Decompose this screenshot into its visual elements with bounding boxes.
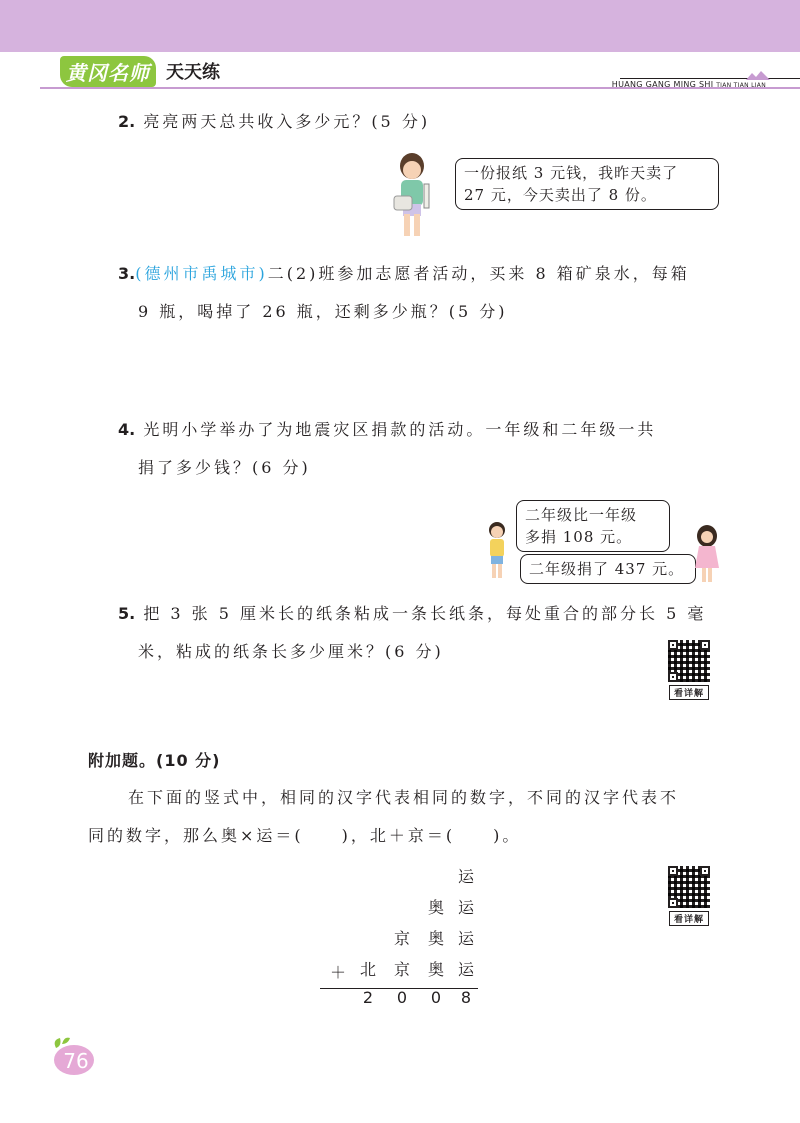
bubble-line: 一份报纸 3 元钱，我昨天卖了 [464, 164, 679, 182]
brand-subtitle: 天天练 [166, 62, 220, 83]
result-digit: 0 [430, 988, 442, 1007]
addend-digit: 奥 [427, 898, 444, 917]
question-text-line2: 米，粘成的纸条长多少厘米？(6 分) [138, 642, 444, 661]
speech-bubble-q4-boy [516, 500, 670, 552]
question-number: 4. [118, 420, 136, 439]
question-text-line2: 9 瓶，喝掉了 26 瓶，还剩多少瓶？(5 分) [138, 302, 508, 321]
question-text: 二(2)班参加志愿者活动，买来 8 箱矿泉水，每箱 [267, 264, 690, 283]
bubble-line: 27 元，今天卖出了 8 份。 [464, 186, 657, 204]
header-band [0, 0, 800, 52]
question-5 [118, 602, 706, 626]
addend-digit: 北 [359, 960, 376, 979]
mountain-decoration-icon [746, 70, 770, 80]
pinyin-text: HUANG GANG MING SHI [611, 80, 714, 89]
pinyin-small-text: TIAN TIAN LIAN [716, 82, 766, 89]
question-number: 3. [118, 264, 136, 283]
boy-illustration [382, 148, 454, 244]
question-number: 5. [118, 604, 136, 623]
boy-small-illustration [482, 520, 512, 580]
speech-bubble-q2 [455, 158, 719, 210]
girl-illustration [692, 524, 722, 584]
bonus-text-line1: 在下面的竖式中，相同的汉字代表相同的数字，不同的汉字代表不 [128, 788, 680, 807]
qr-code-bonus[interactable] [668, 866, 710, 926]
question-text-line2: 捐了多少钱？(6 分) [138, 458, 311, 477]
brand [60, 56, 220, 86]
bonus-title: 附加题。(10 分) [88, 751, 221, 770]
plus-operator: ＋ [329, 963, 346, 982]
header-divider-thin [620, 78, 800, 79]
question-4 [118, 418, 656, 442]
addend-digit: 奥 [427, 960, 444, 979]
bubble-line: 二年级比一年级 [525, 506, 638, 524]
header-pinyin [612, 80, 766, 89]
qr-code-icon[interactable] [668, 866, 710, 908]
qr-code-icon[interactable] [668, 640, 710, 682]
result-digit: 2 [362, 988, 374, 1007]
bonus-text-line2: 同的数字，那么奥×运＝( )，北＋京＝( )。 [88, 826, 522, 845]
qr-code-q5[interactable] [668, 640, 710, 700]
addend-digit: 奥 [427, 929, 444, 948]
question-text: 亮亮两天总共收入多少元？(5 分) [143, 112, 431, 131]
question-3 [118, 262, 690, 286]
addend-digit: 运 [457, 929, 474, 948]
qr-label: 看详解 [669, 685, 709, 700]
question-text: 把 3 张 5 厘米长的纸条粘成一条长纸条，每处重合的部分长 5 毫 [143, 604, 707, 623]
addend-digit: 京 [393, 929, 410, 948]
question-number: 2. [118, 112, 136, 131]
addend-digit: 京 [393, 960, 410, 979]
qr-label: 看详解 [669, 911, 709, 926]
page-number: 76 [63, 1049, 89, 1073]
addend-digit: 运 [457, 898, 474, 917]
addend-digit: 运 [457, 867, 474, 886]
question-text: 光明小学举办了为地震灾区捐款的活动。一年级和二年级一共 [143, 420, 657, 439]
source-tag: (德州市禹城市) [135, 264, 268, 283]
question-2 [118, 110, 430, 134]
brand-logo: 黄冈名师 [60, 56, 156, 87]
speech-bubble-q4-girl: 二年级捐了 437 元。 [520, 554, 696, 584]
result-digit: 0 [396, 988, 408, 1007]
bubble-line: 多捐 108 元。 [525, 528, 633, 546]
result-digit: 8 [460, 988, 472, 1007]
addend-digit: 运 [457, 960, 474, 979]
vertical-addition [320, 864, 480, 1014]
